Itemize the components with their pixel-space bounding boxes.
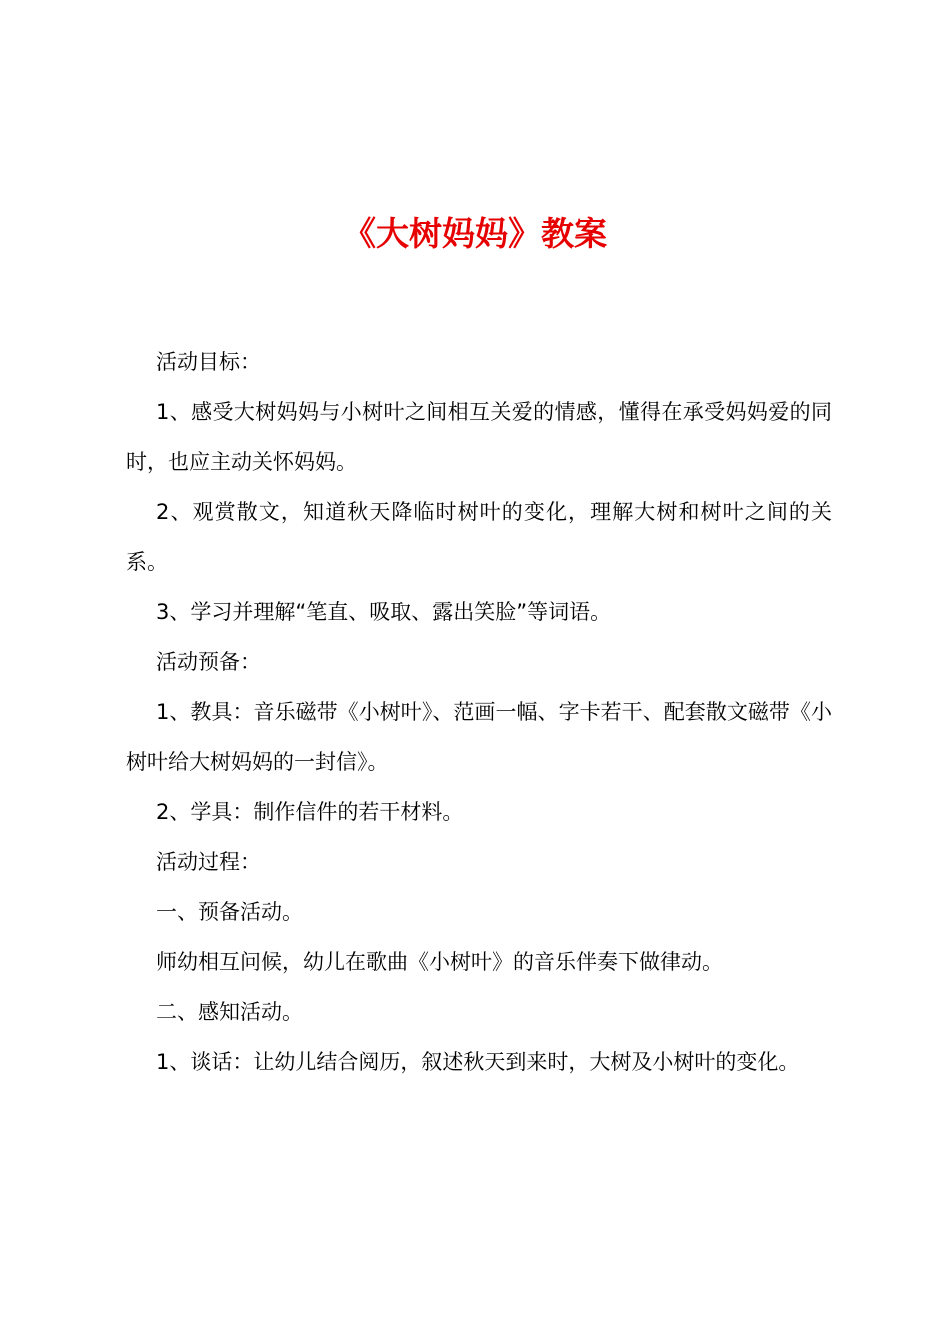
paragraph-goal-1: 1、感受大树妈妈与小树叶之间相互关爱的情感，懂得在承受妈妈爱的同时，也应主动关怀妈妈。 bbox=[126, 400, 832, 474]
document-body bbox=[126, 337, 832, 1087]
paragraph-goal-2: 2、观赏散文，知道秋天降临时树叶的变化，理解大树和树叶之间的关系。 bbox=[126, 500, 832, 574]
paragraph-process-step-2: 二、感知活动。 bbox=[156, 1000, 303, 1024]
paragraph-prep-2: 2、学具：制作信件的若干材料。 bbox=[156, 800, 464, 824]
paragraph-prep-heading: 活动预备： bbox=[156, 650, 261, 674]
paragraph-goals-heading: 活动目标： bbox=[156, 350, 261, 374]
paragraph-process-step-1-detail: 师幼相互问候，幼儿在歌曲《小树叶》的音乐伴奏下做律动。 bbox=[156, 950, 723, 974]
paragraph-prep-1: 1、教具：音乐磁带《小树叶》、范画一幅、字卡若干、配套散文磁带《小树叶给大树妈妈的一封信》。 bbox=[126, 700, 832, 774]
paragraph-goal-3: 3、学习并理解“笔直、吸取、露出笑脸”等词语。 bbox=[156, 600, 612, 624]
paragraph-process-step-1: 一、预备活动。 bbox=[156, 900, 303, 924]
paragraph-process-heading: 活动过程： bbox=[156, 850, 261, 874]
paragraph-process-step-2-detail: 1、谈话：让幼儿结合阅历，叙述秋天到来时，大树及小树叶的变化。 bbox=[156, 1050, 800, 1074]
document-title: 《大树妈妈》教案 bbox=[343, 214, 607, 253]
